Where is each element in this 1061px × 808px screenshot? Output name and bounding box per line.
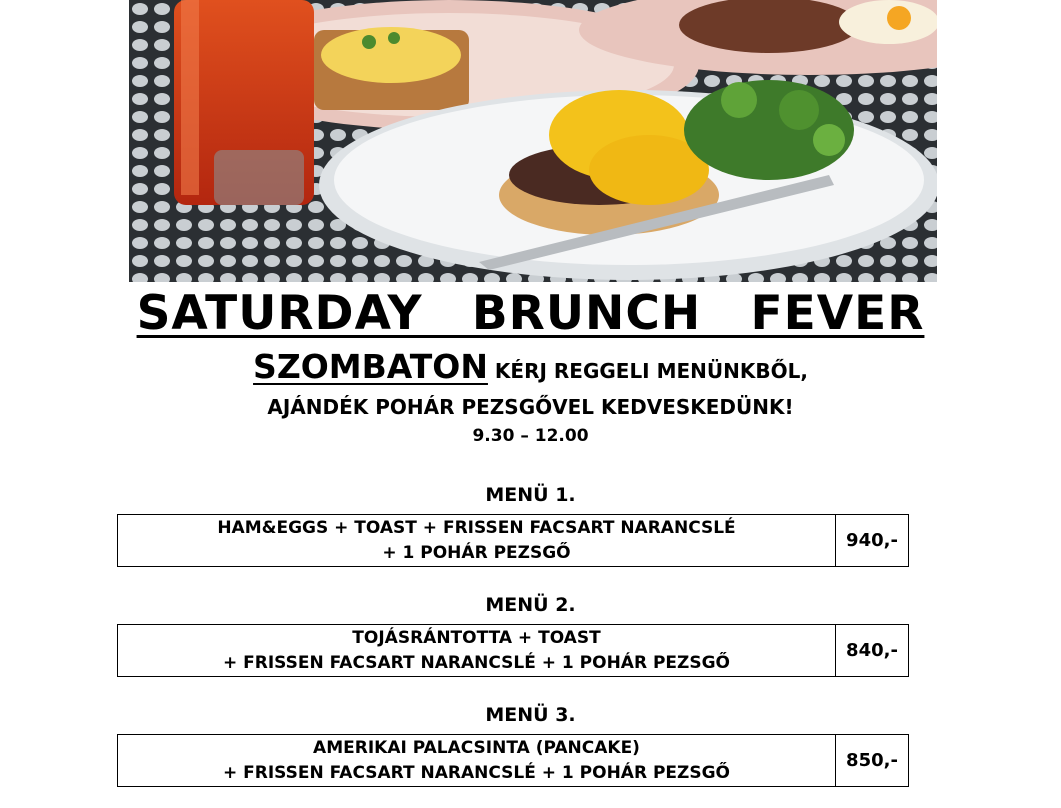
menu-2-price: 840,- bbox=[846, 640, 898, 661]
brunch-photo bbox=[129, 0, 937, 282]
menu-2-description bbox=[118, 625, 836, 676]
menu-3-line-2: + FRISSEN FACSART NARANCSLÉ + 1 POHÁR PEZSGŐ bbox=[222, 762, 731, 783]
intro-line-1-rest: KÉRJ REGGELI MENÜNKBŐL, bbox=[487, 359, 808, 383]
intro-line-1 bbox=[0, 347, 1061, 386]
menu-3-heading: MENÜ 3. bbox=[485, 704, 576, 726]
menu-2-box bbox=[117, 624, 909, 677]
menu-2-line-1: TOJÁSRÁNTOTTA + TOAST bbox=[352, 627, 601, 648]
menu-1-heading: MENÜ 1. bbox=[485, 484, 576, 506]
menu-3-box bbox=[117, 734, 909, 787]
intro-highlight: SZOMBATON bbox=[253, 347, 488, 386]
menu-1-line-2: + 1 POHÁR PEZSGŐ bbox=[382, 542, 571, 563]
menu-1-box bbox=[117, 514, 909, 567]
opening-hours: 9.30 – 12.00 bbox=[472, 426, 589, 446]
menu-1-price: 940,- bbox=[846, 530, 898, 551]
menu-3-price: 850,- bbox=[846, 750, 898, 771]
menu-1-description bbox=[118, 515, 836, 566]
menu-2-heading: MENÜ 2. bbox=[485, 594, 576, 616]
intro-line-2: AJÁNDÉK POHÁR PEZSGŐVEL KEDVESKEDÜNK! bbox=[267, 395, 794, 419]
menu-1-line-1: HAM&EGGS + TOAST + FRISSEN FACSART NARANCSLÉ bbox=[217, 517, 736, 538]
menu-3-description bbox=[118, 735, 836, 786]
menu-3-line-1: AMERIKAI PALACSINTA (PANCAKE) bbox=[313, 737, 640, 758]
menu-2-line-2: + FRISSEN FACSART NARANCSLÉ + 1 POHÁR PEZSGŐ bbox=[222, 652, 731, 673]
page-title: SATURDAY BRUNCH FEVER bbox=[136, 286, 925, 341]
